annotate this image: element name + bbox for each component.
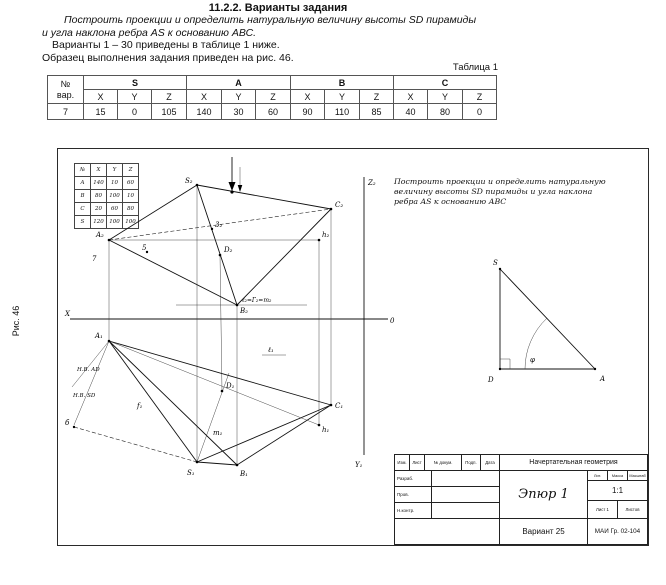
direction-arrows [229,157,243,192]
stamp-sheet-cells [588,501,648,519]
drawing-line [109,185,197,240]
subheader-cell: Z [360,90,394,104]
stamp-cell: Подп. [462,455,481,471]
stamp-sheets-label: Листов [618,501,648,519]
value-cell: 40 [394,104,428,120]
subheader-cell: Z [256,90,291,104]
stamp-cell: Изм. [395,455,410,471]
origin-label: 0 [390,317,395,325]
x-axis-label: X [65,310,70,318]
coord-cell: C [75,203,91,216]
stamp-discipline: Начертательная геометрия [500,455,648,471]
label-7: 7 [92,255,97,263]
natural-size-triangle [460,249,610,399]
label-s: S [493,259,498,267]
stamp-scale-block [588,471,648,519]
label-d2: D₂ [224,246,233,254]
subheader-cell: X [291,90,325,104]
group-header-c: C [394,76,497,90]
value-cell: 85 [360,104,394,120]
label-nv-ad: Н.В. АD [77,367,100,373]
coord-cell: 100 [123,216,139,229]
label-m1: m₁ [213,429,223,437]
task-statement-line1: Построить проекции и определить натуральную величину высоты SD пирамиды [64,14,477,26]
label-c1: C₁ [335,402,344,410]
instruction-line: ребра AS к основанию АВС [394,197,507,206]
no-label-top: № [60,78,71,89]
value-cell: 30 [222,104,256,120]
point-b1 [236,464,239,467]
coord-cell: 80 [91,190,107,203]
drawing-line [237,405,331,465]
coord-cell: 80 [123,203,139,216]
stamp-drawing-title: Эпюр 1 [500,471,588,519]
label-phi: φ [530,356,535,364]
header-block [42,2,514,64]
label-a1: A₁ [95,332,103,340]
value-cell: 0 [463,104,497,120]
label-s1: S₁ [187,469,195,477]
stamp-header-cells [395,455,500,471]
label-s2: S₂ [185,177,193,185]
point-d2 [219,254,222,257]
subheader-cell: Y [118,90,152,104]
stamp-variant: Вариант 25 [500,519,588,545]
z-axis-label: Z₂ [368,179,376,187]
value-cell: 80 [428,104,463,120]
stamp-signature-row [395,487,500,503]
label-trace: ℓ₂=Г₂=m₂ [242,297,272,304]
point-d1 [221,390,224,393]
coord-cell: 10 [123,190,139,203]
figure-instruction [394,177,660,207]
stamp-signature-row [395,471,500,487]
coord-cell: 10 [107,177,123,190]
stamp-name-cell [432,503,500,519]
point-on-edge [230,190,233,193]
value-cell: 0 [118,104,152,120]
point-a1 [108,340,111,343]
subheader-cell: Z [463,90,497,104]
sample-reference-line: Образец выполнения задания приведен на рис. 46. [42,51,294,64]
value-cell: 60 [256,104,291,120]
subheader-cell: X [187,90,222,104]
point-d [499,368,501,370]
group-header-b: B [291,76,394,90]
subheader-cell: X [84,90,118,104]
coord-cell: 100 [107,190,123,203]
task-statement-line2: и угла наклона ребра AS к основанию АВС. [42,26,257,39]
drawing-line [197,185,331,209]
label-5: 5 [142,244,147,252]
drawing-line [197,373,229,462]
coord-cell: A [75,177,91,190]
variant-number-cell: 7 [48,104,84,120]
figure-frame [57,148,649,546]
point-h1 [318,424,321,427]
subheader-cell: Y [325,90,360,104]
label-a: A [600,375,606,383]
value-cell: 90 [291,104,325,120]
stamp-row-1 [395,455,648,471]
subheader-cell: Y [222,90,256,104]
label-c2: C₂ [335,201,344,209]
figure-caption: Рис. 46 [11,305,21,337]
title-block [394,454,648,545]
coord-header: № [75,164,91,177]
coord-header: Y [107,164,123,177]
label-f1: f₁ [137,402,143,410]
drawing-line [197,462,237,465]
no-label-bottom: вар. [56,89,75,100]
point-a2 [108,239,111,242]
subheader-cell: Z [152,90,187,104]
stamp-organization: МАИ Гр. 02-104 [588,519,648,545]
stamp-signature-row [395,503,500,519]
stamp-row-2 [395,471,648,519]
drawing-line [237,209,331,305]
stamp-scale-value: 1:1 [588,481,648,501]
drawing-line [74,427,197,462]
point-s1 [196,461,199,464]
point-c1 [330,404,333,407]
table-header-row-xyz [48,90,497,104]
stamp-cell: Масса [608,471,628,481]
angle-arc [525,318,547,369]
horizontal-projection [72,341,331,465]
right-angle-mark [500,359,510,369]
point-a [594,368,596,370]
value-cell: 110 [325,104,360,120]
coord-cell: 120 [91,216,107,229]
point-3 [211,228,213,230]
variants-table [47,75,497,120]
point-c2 [330,208,333,211]
stamp-empty-cell [395,519,500,545]
stamp-cell: Лит. [588,471,608,481]
section-title: 11.2.2. Варианты задания [208,2,348,14]
stamp-sheet-label: Лист 1 [588,501,618,519]
drawing-line [109,240,237,305]
axes [64,177,395,469]
stamp-cell: Дата [481,455,500,471]
point-s2 [196,184,199,187]
instruction-line: Построить проекции и определить натуральную [394,177,606,186]
drawing-line [197,185,237,305]
coord-cell: 20 [91,203,107,216]
value-cell: 140 [187,104,222,120]
stamp-cell: Масштаб [628,471,648,481]
epure-drawing [64,155,401,540]
drawing-line [72,341,109,387]
group-header-a: A [187,76,291,90]
arrow-down-icon [229,182,236,191]
label-b1: B₁ [240,470,248,478]
coord-header: Z [123,164,139,177]
instruction-line: величину высоты SD пирамиды и угла наклона [394,187,593,196]
drawing-line [220,255,222,391]
stamp-name-cell [432,471,500,487]
subheader-cell: X [394,90,428,104]
table-data-row [48,104,497,120]
table-header-no [48,76,84,104]
label-nv-sd: Н.В. SD [73,393,96,399]
stamp-role-label: Разраб. [395,471,432,487]
label-b2: B₂ [240,307,248,315]
drawing-line [109,341,319,425]
point-s [499,268,501,270]
group-header-s: S [84,76,187,90]
label-d: D [488,376,494,384]
drawing-line [109,341,197,462]
stamp-role-label: Пров. [395,487,432,503]
coord-cell: B [75,190,91,203]
label-d1: D₁ [226,382,235,390]
point-h2 [318,239,321,242]
table-header-row-groups [48,76,497,90]
label-l1: ℓ₁ [268,346,274,354]
stamp-name-cell [432,487,500,503]
label-3-2: 3₂ [215,221,223,229]
table-caption: Таблица 1 [452,62,498,73]
drawing-line [500,269,595,369]
label-a2: A₂ [96,231,104,239]
y-axis-label: Y₁ [355,461,363,469]
coord-cell: 140 [91,177,107,190]
label-b-aux: б [65,419,70,427]
point-b2 [236,304,239,307]
label-h2: h₂ [322,231,330,239]
stamp-cell: № докум. [425,455,462,471]
coord-cell: 60 [123,177,139,190]
label-h1: h₁ [322,426,330,434]
stamp-cell: Лист [410,455,425,471]
drawing-points [73,184,333,467]
coord-cell: 60 [107,203,123,216]
coord-cell: S [75,216,91,229]
arrow-down-icon [238,185,243,192]
variants-range-line: Варианты 1 – 30 приведены в таблице 1 ниже. [52,39,280,51]
coord-cell: 100 [107,216,123,229]
drawing-line [74,341,109,425]
stamp-row-3 [395,519,648,545]
value-cell: 105 [152,104,187,120]
stamp-role-label: Н.контр. [395,503,432,519]
subheader-cell: Y [428,90,463,104]
point-aux [73,426,75,428]
coord-header: X [91,164,107,177]
stamp-signature-grid [395,471,500,519]
value-cell: 15 [84,104,118,120]
stamp-mini-headers [588,471,648,481]
